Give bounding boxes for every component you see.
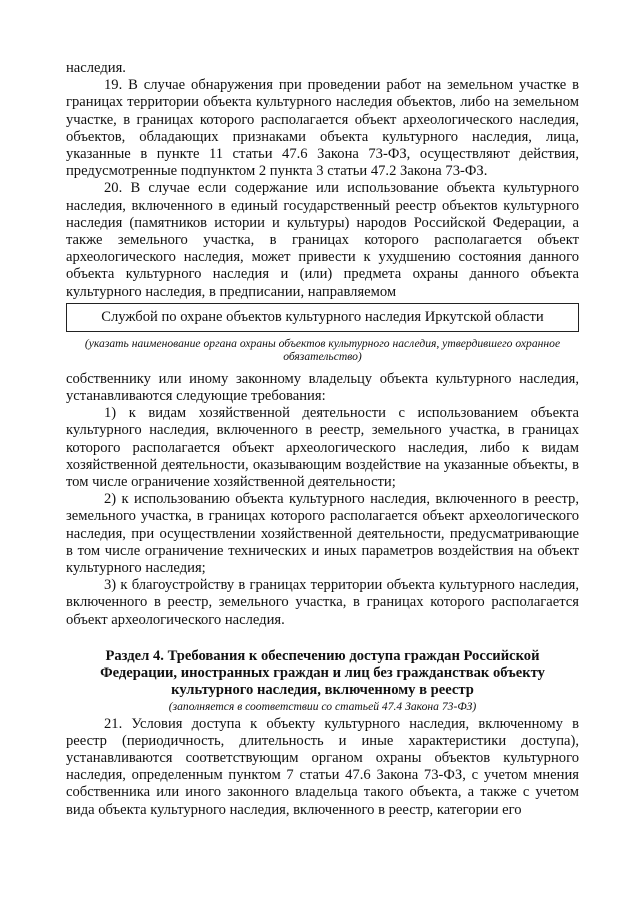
requirement-item-3: 3) к благоустройству в границах территории объекта культурного наследия, включенного в реестр, земельного участка, в границах которого располагается объект археологического наследия. xyxy=(66,577,579,628)
paragraph-19: 19. В случае обнаружения при проведении работ на земельном участке в границах территории объекта культурного наследия объектов, либо на земельном участке, в границах которого располагается объект археологического наследия, объектов, обладающих признаками объекта культурного наследия, лица, указанные в пункте 11 статьи 47.6 Закона 73-ФЗ, осуществляют действия, предусмотренные подпунктом 2 пункта 3 статьи 47.2 Закона 73-ФЗ. xyxy=(66,77,579,180)
authority-field-value: Службой по охране объектов культурного наследия Иркутской области xyxy=(101,308,544,325)
section-4-note: (заполняется в соответствии со статьей 47.4 Закона 73-ФЗ) xyxy=(168,699,477,713)
paragraph-21: 21. Условия доступа к объекту культурного наследия, включенному в реестр (периодичность, длительность и иные характеристики доступа), устанавливаются соответствующим органом охраны объектов культурного наследия, определенным пунктом 7 статьи 47.6 Закона 73-ФЗ, с учетом мнения собственника или иного законного владельца такого объекта, а также с учетом вида объекта культурного наследия, включенного в реестр, категории его xyxy=(66,715,579,818)
document-body xyxy=(66,60,579,819)
section-4-title: Раздел 4. Требования к обеспечению доступа граждан Российской Федерации, иностранных граждан и лиц без гражданствак объекту культурного наследия, включенному в реестр xyxy=(100,647,545,699)
authority-field xyxy=(66,303,579,332)
authority-field-hint: (указать наименование органа охраны объектов культурного наследия, утвердившего охранное обязательство) xyxy=(84,336,561,363)
paragraph-20-continuation: собственнику или иному законному владельцу объекта культурного наследия, устанавливаются следующие требования: xyxy=(66,370,579,405)
paragraph-18-ending: наследия. xyxy=(66,60,126,76)
paragraph-20: 20. В случае если содержание или использование объекта культурного наследия, включенного в единый государственный реестр объектов культурного наследия (памятников истории и культуры) народов Российской Федерации, а также земельного участка, в границах которого располагается объект археологического наследия, может привести к ухудшению состояния данного объекта культурного наследия и (или) предмета охраны данного объекта культурного наследия, в предписании, направляемом xyxy=(66,180,579,300)
requirement-item-2: 2) к использованию объекта культурного наследия, включенного в реестр, земельного участка, в границах которого располагается объект археологического наследия, при осуществлении хозяйственной деятельности, предусматривающие в том числе ограничение технических и иных параметров воздействия на объект культурного наследия; xyxy=(66,491,579,577)
requirement-item-1: 1) к видам хозяйственной деятельности с использованием объекта культурного наследия, включенного в реестр, земельного участка, в границах которого располагается объект археологического наследия, либо к видам хозяйственной деятельности, оказывающим воздействие на указанные объекты, в том числе ограничение хозяйственной деятельности; xyxy=(66,405,579,491)
